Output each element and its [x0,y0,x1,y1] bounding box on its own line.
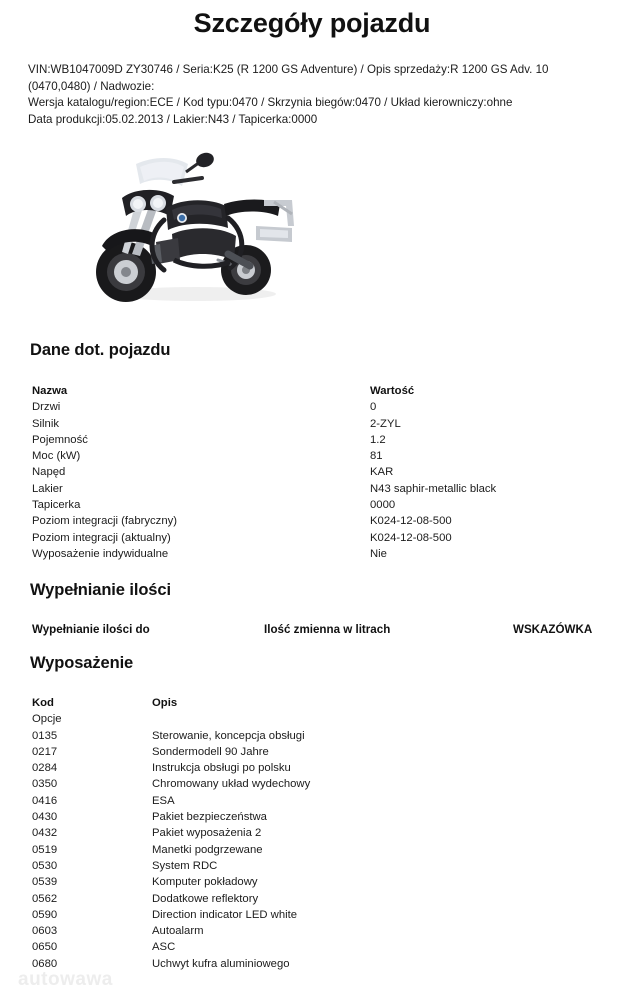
equipment-table [32,695,592,972]
cell-name: Tapicerka [32,499,81,512]
cell-name: Moc (kW) [32,450,81,463]
cell-name: Silnik [32,417,59,430]
motorcycle-illustration [78,142,310,310]
table-row [32,513,592,529]
cell-code: 0530 [32,859,58,872]
identification-line-1: VIN:WB1047009D ZY30746 / Seria:K25 (R 1200 GS Adventure) / Opis sprzedaży:R 1200 GS Adv. 10 (0470,0480) / Nadwozie: [28,63,552,93]
cell-name: Wyposażenie indywidualne [32,547,169,560]
column-header-fill-to: Wypełnianie ilości do [32,623,150,636]
cell-value: 81 [370,450,383,463]
cell-description: Dodatkowe reflektory [152,892,259,905]
cell-value: 0 [370,401,377,414]
cell-code: 0416 [32,794,58,807]
table-row [32,939,592,955]
table-row [32,432,592,448]
cell-description: Manetki podgrzewane [152,843,263,856]
table-row [32,546,592,562]
cell-value: K024-12-08-500 [370,531,452,544]
table-row [32,956,592,972]
table-header-row [32,695,592,711]
column-header-hint: WSKAZÓWKA [513,623,593,636]
column-header-name: Nazwa [32,385,68,397]
table-row [32,464,592,480]
cell-name: Napęd [32,466,66,479]
section-heading-fill-quantities: Wypełnianie ilości [30,581,171,599]
cell-description: Pakiet wyposażenia 2 [152,827,262,840]
table-row [32,448,592,464]
cell-code: 0650 [32,941,58,954]
cell-description: Sterowanie, koncepcja obsługi [152,729,305,742]
cell-description: ASC [152,941,176,954]
cell-value: Nie [370,547,387,560]
column-header-code: Kod [32,697,54,709]
table-row [32,530,592,546]
identification-line-2: Wersja katalogu/region:ECE / Kod typu:0470 / Skrzynia biegów:0470 / Układ kierowniczy:ohne [28,96,513,109]
table-row [32,842,592,858]
table-row [32,891,592,907]
table-row [32,399,592,415]
cell-description: Komputer pokładowy [152,876,258,889]
cell-value: K024-12-08-500 [370,515,452,528]
equipment-group-label-row [32,711,592,727]
vehicle-data-table [32,383,592,562]
cell-code: 0135 [32,729,58,742]
fill-quantities-table [32,621,612,639]
cell-name: Pojemność [32,433,88,446]
vehicle-identification-block [28,62,608,128]
cell-code: 0680 [32,957,58,970]
cell-code: 0217 [32,745,58,758]
cell-description: Sondermodell 90 Jahre [152,745,269,758]
cell-value: 0000 [370,499,396,512]
cell-code: 0603 [32,925,58,938]
cell-value: 2-ZYL [370,417,401,430]
section-heading-equipment: Wyposażenie [30,654,134,672]
table-row [32,874,592,890]
table-row [32,481,592,497]
cell-description: ESA [152,794,175,807]
table-row [32,809,592,825]
cell-code: 0519 [32,843,58,856]
cell-code: 0284 [32,762,58,775]
cell-value: N43 saphir-metallic black [370,482,497,495]
column-header-description: Opis [152,697,178,709]
cell-name: Poziom integracji (aktualny) [32,531,171,544]
cell-code: 0539 [32,876,58,889]
cell-description: System RDC [152,859,218,872]
section-heading-vehicle-data: Dane dot. pojazdu [30,341,171,359]
cell-name: Lakier [32,482,63,495]
cell-description: Uchwyt kufra aluminiowego [152,957,290,970]
cell-name: Drzwi [32,401,61,414]
table-header-row [32,621,612,639]
table-row [32,858,592,874]
table-row [32,416,592,432]
identification-line-3: Data produkcji:05.02.2013 / Lakier:N43 / Tapicerka:0000 [28,112,318,126]
vehicle-photo [78,142,310,310]
table-row [32,728,592,744]
table-row [32,760,592,776]
cell-code: 0350 [32,778,58,791]
cell-code: 0432 [32,827,58,840]
column-header-variable-litres: Ilość zmienna w litrach [264,623,391,636]
cell-code: 0562 [32,892,58,905]
cell-description: Direction indicator LED white [152,908,298,921]
cell-description: Pakiet bezpieczeństwa [152,811,267,824]
cell-description: Autoalarm [152,925,204,938]
table-row [32,907,592,923]
cell-description: Instrukcja obsługi po polsku [152,762,291,775]
page-title: Szczegóły pojazdu [193,8,431,38]
table-header-row [32,383,592,399]
cell-name: Poziom integracji (fabryczny) [32,515,178,528]
cell-description: Chromowany układ wydechowy [152,778,311,791]
column-header-value: Wartość [370,385,415,397]
table-row [32,497,592,513]
table-row [32,923,592,939]
table-row [32,744,592,760]
cell-value: KAR [370,466,394,479]
cell-code: 0430 [32,811,58,824]
table-row [32,793,592,809]
table-row [32,825,592,841]
watermark: autowawa [18,969,113,990]
equipment-group-label: Opcje [32,713,62,726]
cell-value: 1.2 [370,433,386,446]
table-row [32,776,592,792]
cell-code: 0590 [32,908,58,921]
